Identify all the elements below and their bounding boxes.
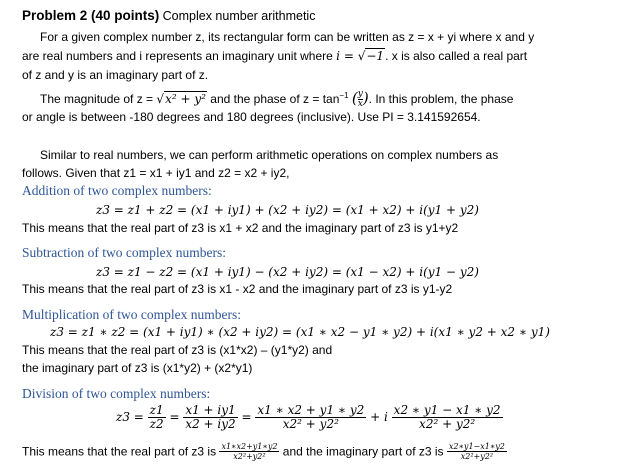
problem-title-line [22,8,315,24]
similar-line-2: follows. Given that z1 = x1 + iy1 and z2 = x2 + iy2, [22,166,290,180]
multiplication-equation: z3 = z1 ∗ z2 = (x1 + iy1) ∗ (x2 + iy2) = (x1 ∗ x2 − y1 ∗ y2) + i(x1 ∗ y2 + x2 ∗ y1) [50,325,550,339]
sqrt-minus-one: −1 [366,49,385,63]
problem-title: Problem 2 (40 points) [22,8,160,23]
multiplication-note-1: This means that the real part of z3 is (x1*x2) – (y1*y2) and [22,343,333,357]
intro-line-4: The magnitude of z = √x² + y² and the phase of $z = \tan^{-1}$ ( $\frac{y}{x}$ ). In this problem, the phase [40,89,514,110]
multiplication-heading: Multiplication of two complex numbers: [22,307,241,322]
imag-unit-math: i = [336,49,358,63]
intro-line-2b: . x is also called a real part [385,49,528,63]
phase-den: x [357,99,363,110]
phase-num: y [357,89,363,100]
subtraction-equation: z3 = z1 − z2 = (x1 + iy1) − (x2 + iy2) = (x1 − x2) + i(y1 − y2) [96,265,479,279]
subtraction-heading: Subtraction of two complex numbers: [22,245,226,260]
problem-subtitle: Complex number arithmetic [162,9,316,23]
intro-line-2a: are real numbers and i represents an imaginary unit where [22,49,333,63]
phase-label: and the phase of z = tan [210,92,340,106]
addition-note: This means that the real part of z3 is x1 + x2 and the imaginary part of z3 is y1+y2 [22,221,459,235]
intro-line-2: are real numbers and i represents an imaginary unit where i = √−1. x is also called a real part [22,49,528,63]
division-equation: z3 = $\frac{z1}{z2}$ = $\frac{x1 + iy1}{x2 + iy2}$ = $\frac{x1 ∗ x2 + y1 ∗ y2}{\text{x2² + y2²}}$ + i $\frac{x2 ∗ y1 - x1 ∗ y2}{\text{x2² + y2²}}$ [116,403,501,431]
addition-equation: z3 = z1 + z2 = (x1 + iy1) + (x2 + iy2) = (x1 + x2) + i(y1 + y2) [96,203,479,217]
division-note: This means that the real part of z3 is $\frac{x1∗x2+y1∗y2}{\text{x2²+y2²}}$ and the imaginary part of z3 is $\frac{x2∗y1-x1∗y2}{\text{x2²+y2²}}$ [22,442,505,461]
division-heading: Division of two complex numbers: [22,386,211,401]
division-real-fraction: $\frac{x1∗x2+y1∗y2}{\text{x2²+y2²}}$ [221,442,278,461]
intro-line-4c: . In this problem, the phase [368,92,514,106]
division-fraction-2: $\frac{x1 + iy1}{x2 + iy2}$ [185,403,236,431]
multiplication-note-2: the imaginary part of z3 is (x1*y2) + (x2*y1) [22,361,253,375]
division-fraction-4: $\frac{x2 ∗ y1 - x1 ∗ y2}{\text{x2² + y2²}}$ [393,403,501,431]
phase-sup: −1 [339,91,349,100]
intro-line-3: of z and y is an imaginary part of z. [22,68,209,82]
subtraction-note: This means that the real part of z3 is x1 - x2 and the imaginary part of z3 is y1-y2 [22,282,453,296]
similar-line-1: Similar to real numbers, we can perform arithmetic operations on complex numbers as [40,148,499,162]
division-fraction-3: $\frac{x1 ∗ x2 + y1 ∗ y2}{\text{x2² + y2²}}$ [257,403,365,431]
division-imag-fraction: $\frac{x2∗y1-x1∗y2}{\text{x2²+y2²}}$ [448,442,505,461]
magnitude-sqrt: x² + y² [165,92,206,106]
magnitude-label: The magnitude of z = [40,92,154,106]
division-fraction-1: $\frac{z1}{z2}$ [149,403,164,431]
intro-line-1: For a given complex number z, its rectangular form can be written as z = x + yi where x and y [40,30,535,44]
division-z3: z3 = [116,410,144,424]
intro-line-5: or angle is between -180 degrees and 180 degrees (inclusive). Use PI = 3.141592654. [22,110,481,124]
addition-heading: Addition of two complex numbers: [22,183,212,198]
